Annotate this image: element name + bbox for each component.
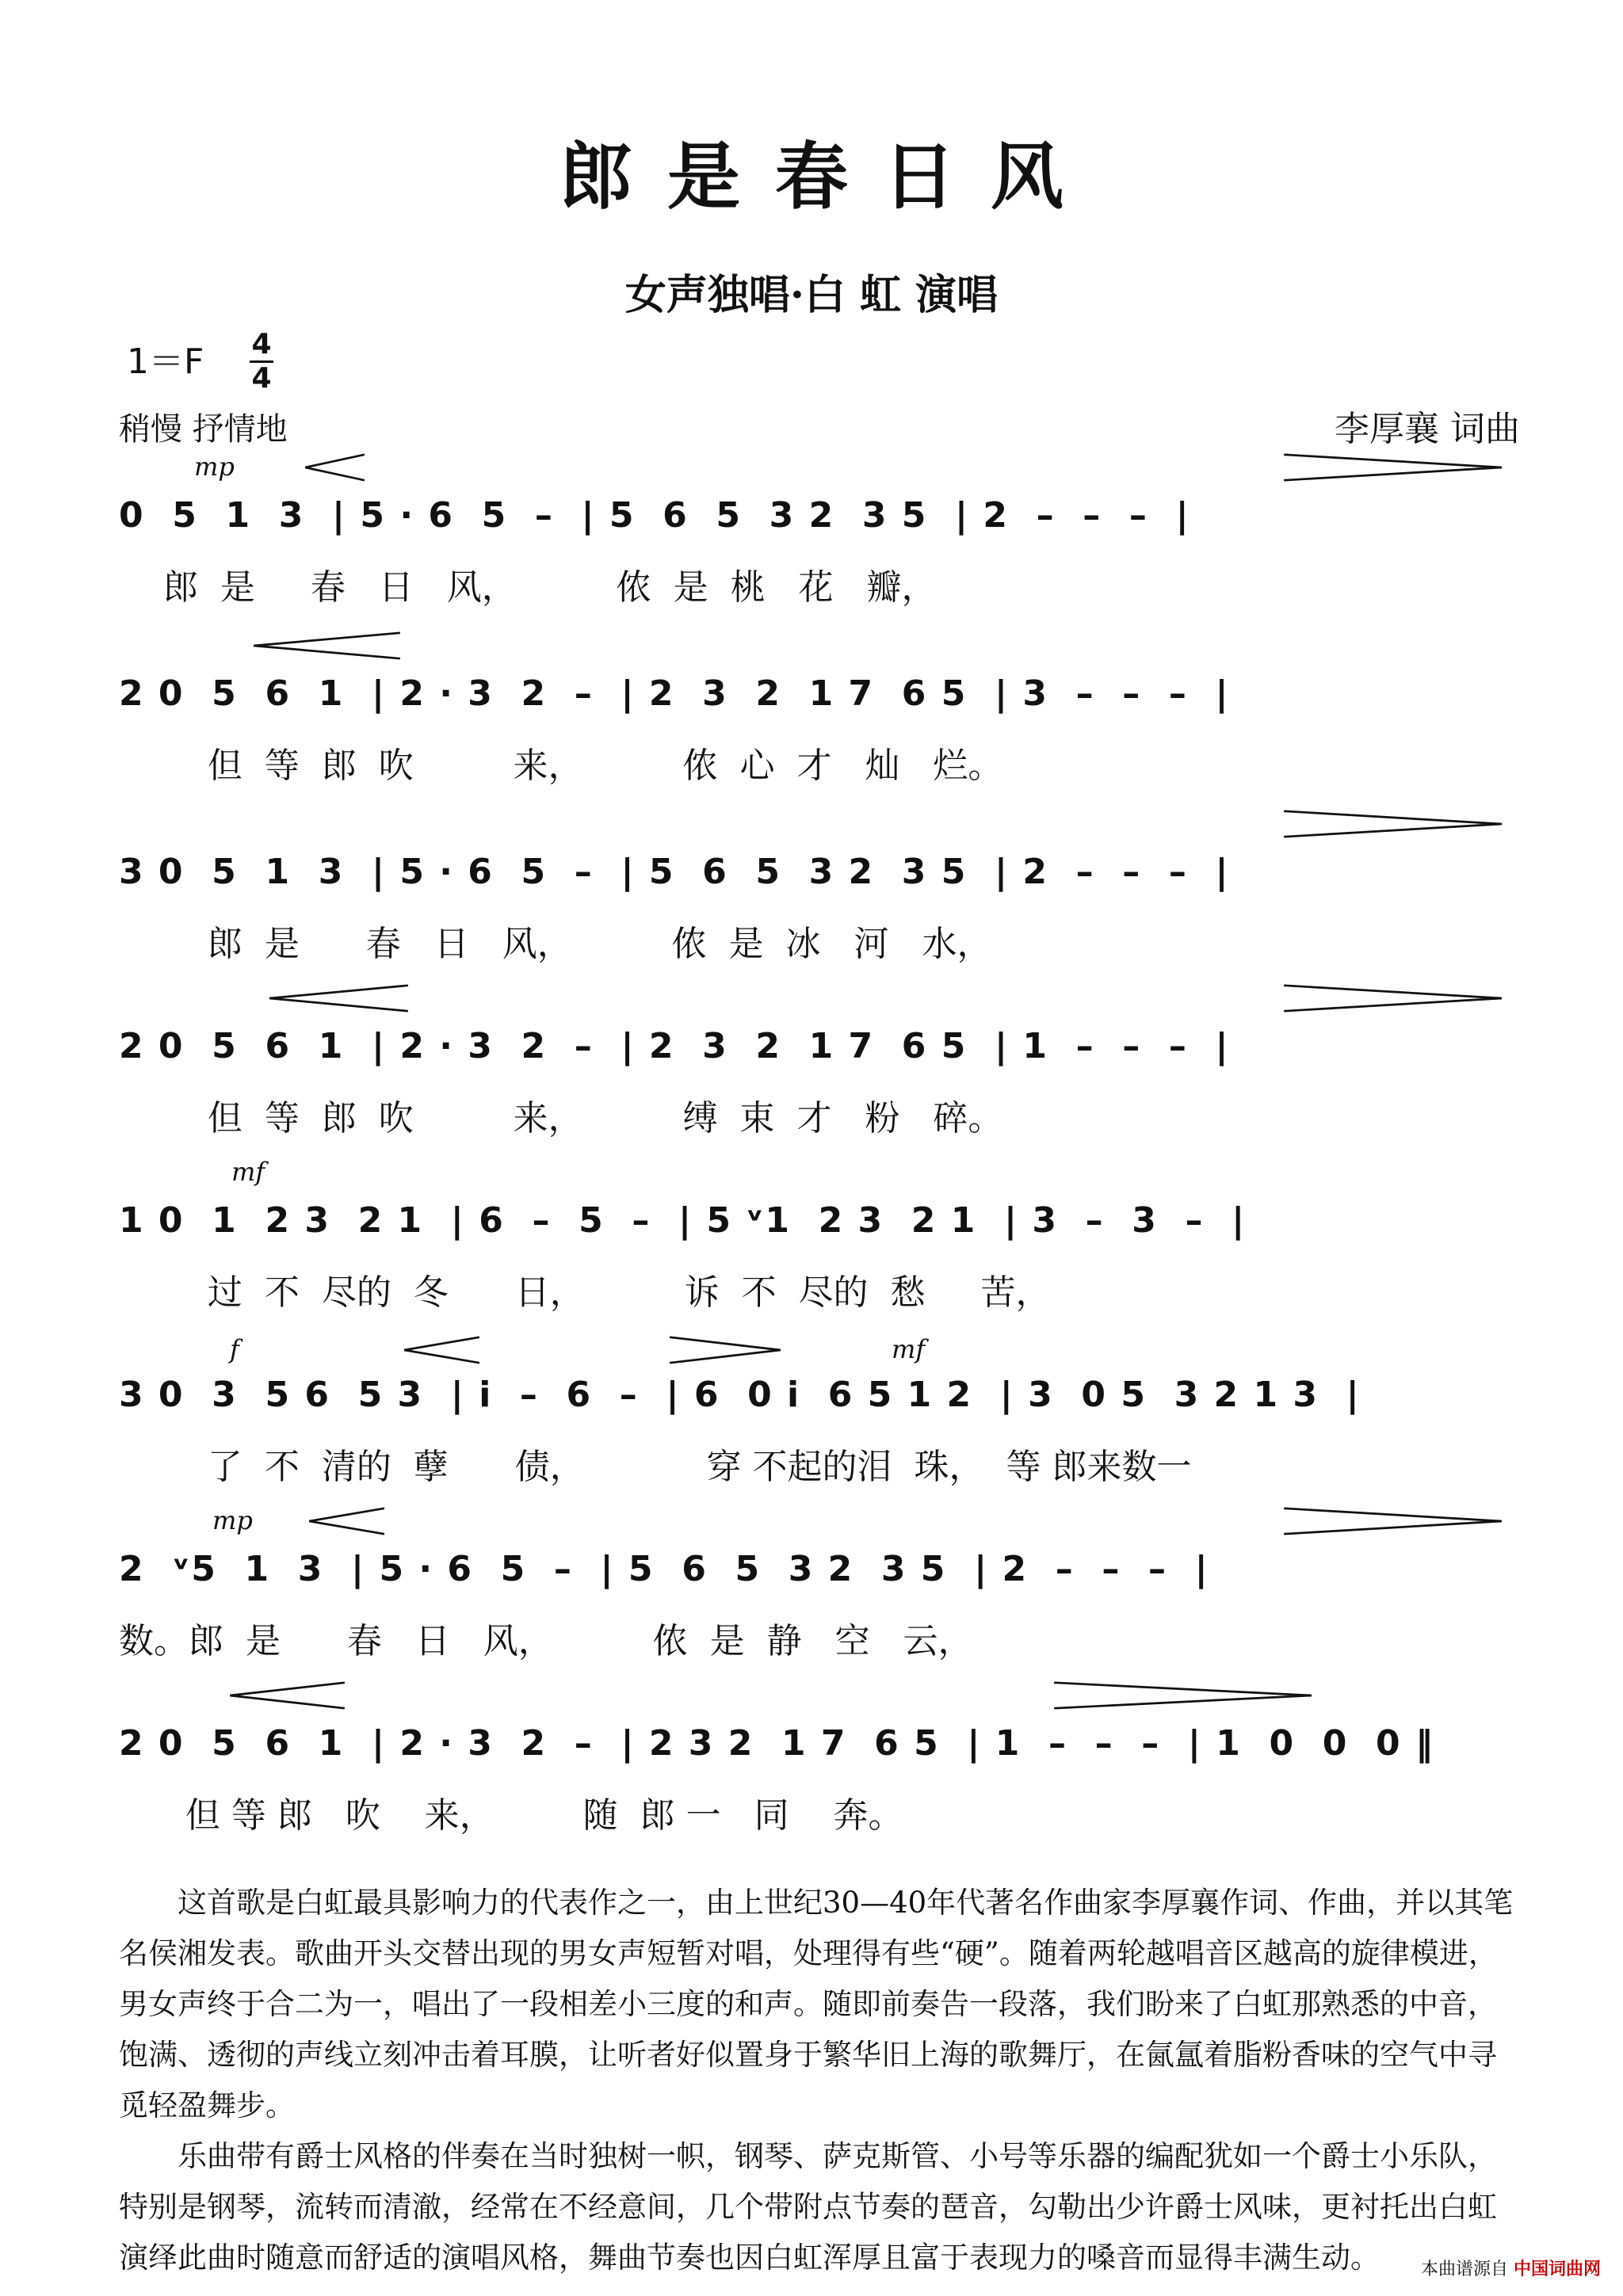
notation-text: 3 0 5 1 3 | 5 · 6 5 – | 5 6 5 3 2 3 5 | 2 – – – | — [119, 852, 1230, 892]
score-system-8 — [0, 1680, 1623, 1858]
footer-source-label: 本曲谱源自 — [1420, 2260, 1508, 2279]
time-signature-top: 4 — [251, 328, 272, 360]
notation-text: 2 0 5 6 1 | 2 · 3 2 – | 2 3 2 1 7 6 5 | 3 – – – | — [119, 673, 1230, 714]
crescendo-hairpin — [269, 984, 408, 1013]
notation-text: 2 0 5 6 1 | 2 · 3 2 – | 2 3 2 1 7 6 5 | 1 – – – | 1 0 0 0 ‖ — [119, 1723, 1434, 1764]
notation-line — [119, 1375, 1514, 1422]
key-signature: 1＝F — [127, 341, 204, 382]
dynamic-marking: mf — [892, 1334, 926, 1364]
decrescendo-hairpin — [670, 1336, 781, 1364]
lyrics-line: 但 等 郎 吹 来， 侬 心 才 灿 烂。 — [119, 746, 1003, 786]
decrescendo-hairpin — [1284, 984, 1502, 1013]
lyrics-line: 过 不 尽的 冬 日， 诉 不 尽的 愁 苦， — [119, 1272, 1051, 1313]
time-signature-bottom: 4 — [251, 362, 272, 395]
time-signature — [250, 329, 273, 395]
song-title: 郎是春日风 — [559, 134, 1098, 219]
notation-text: 0 5 1 3 | 5 · 6 5 – | 5 6 5 3 2 3 5 | 2 – – – | — [119, 495, 1190, 536]
score-system-5 — [0, 1157, 1623, 1335]
dynamic-marking: mp — [194, 452, 235, 482]
notation-line — [119, 852, 1514, 899]
notation-text: 2 0 5 6 1 | 2 · 3 2 – | 2 3 2 1 7 6 5 | 1 – – – | — [119, 1026, 1230, 1066]
notation-text: 2 ᵛ5 1 3 | 5 · 6 5 – | 5 6 5 3 2 3 5 | 2 – – – | — [119, 1549, 1209, 1589]
lyrics-line: 了 不 清的 孽 债， 穿 不起的泪 珠， 等 郎来数一 — [119, 1447, 1192, 1487]
lyrics-line: 数。郎 是 春 日 风， 侬 是 静 空 云， — [119, 1621, 973, 1661]
score-system-1 — [0, 452, 1623, 630]
notation-text: 1 0 1 2 3 2 1 | 6 – 5 – | 5 ᵛ1 2 3 2 1 | 3 – 3 – | — [119, 1200, 1247, 1241]
description-paragraph: 这首歌是白虹最具影响力的代表作之一，由上世纪30—40年代著名作曲家李厚襄作词、作曲，并以其笔名侯湘发表。歌曲开头交替出现的男女声短暂对唱，处理得有些“硬”。随着两轮越唱音区越高的旋律模进，男女声终于合二为一，唱出了一段相差小三度的和声。随即前奏告一段落，我们盼来了白虹那熟悉的中音，饱满、透彻的声线立刻冲击着耳膜，让听者好似置身于繁华旧上海的歌舞厅，在氤氲着脂粉香味的空气中寻觅轻盈舞步。 — [119, 1886, 1514, 2122]
crescendo-hairpin — [254, 631, 400, 660]
lyrics-line: 但 等 郎 吹 来， 缚 束 才 粉 碎。 — [119, 1098, 1003, 1138]
crescendo-hairpin — [404, 1336, 479, 1364]
dynamic-marking: f — [230, 1334, 239, 1364]
lyrics-line: 郎 是 春 日 风， 侬 是 冰 河 水， — [119, 924, 992, 964]
notation-text: 3 0 3 5 6 5 3 | i – 6 – | 6 0 i 6 5 1 2 | 3 0 5 3 2 1 3 | — [119, 1375, 1361, 1415]
dynamic-marking: mf — [231, 1157, 265, 1187]
notation-line — [119, 495, 1514, 543]
decrescendo-hairpin — [1054, 1681, 1312, 1710]
description-paragraph: 乐曲带有爵士风格的伴奏在当时独树一帜，钢琴、萨克斯管、小号等乐器的编配犹如一个爵士小乐队，特别是钢琴，流转而清澈，经常在不经意间，几个带附点节奏的琶音，勾勒出少许爵士风味，更衬托出白虹演绎此曲时随意而舒适的演唱风格，舞曲节奏也因白虹浑厚且富于表现力的嗓音而显得丰满生动。 — [119, 2139, 1497, 2275]
dynamic-marking: mp — [212, 1505, 253, 1535]
source-footer — [1421, 2256, 1601, 2280]
notation-line — [119, 1723, 1514, 1771]
decrescendo-hairpin — [1284, 810, 1502, 838]
decrescendo-hairpin — [1284, 453, 1502, 482]
notation-line — [119, 1026, 1514, 1074]
score-system-2 — [0, 630, 1623, 808]
decrescendo-hairpin — [1284, 1507, 1502, 1535]
crescendo-hairpin — [305, 453, 365, 482]
song-description — [119, 1878, 1514, 2283]
score-system-7 — [0, 1505, 1623, 1684]
author-credit: 李厚襄 词曲 — [1335, 409, 1520, 449]
notation-line — [119, 673, 1514, 721]
crescendo-hairpin — [309, 1507, 384, 1535]
lyrics-line: 郎 是 春 日 风， 侬 是 桃 花 瓣， — [119, 567, 937, 608]
crescendo-hairpin — [230, 1681, 345, 1710]
score-system-3 — [0, 808, 1623, 986]
lyrics-line: 但 等 郎 吹 来， 随 郎 一 同 奔。 — [119, 1795, 903, 1836]
score-system-6 — [0, 1331, 1623, 1509]
footer-site-link[interactable]: 中国词曲网 — [1513, 2260, 1601, 2279]
score-system-4 — [0, 982, 1623, 1161]
notation-line — [119, 1200, 1514, 1248]
song-subtitle: 女声独唱·白 虹 演唱 — [624, 271, 999, 319]
notation-line — [119, 1549, 1514, 1596]
tempo-marking: 稍慢 抒情地 — [119, 411, 288, 448]
